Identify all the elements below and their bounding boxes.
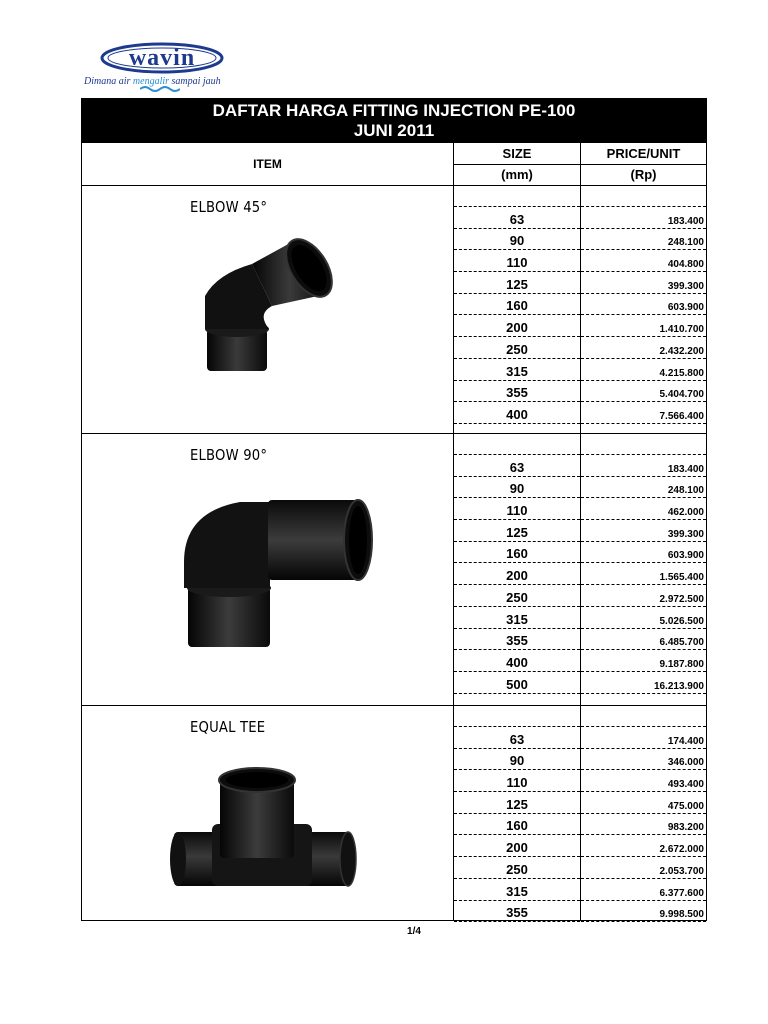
wavin-logo xyxy=(100,42,224,76)
table-row xyxy=(581,477,706,499)
size-value: 125 xyxy=(506,524,528,540)
table-row xyxy=(454,455,580,477)
table-row xyxy=(581,498,706,520)
price-value: 493.400 xyxy=(667,779,704,791)
section-title: EQUAL TEE xyxy=(190,718,266,736)
table-row xyxy=(454,727,580,749)
size-value: 63 xyxy=(509,731,525,747)
size-value: 400 xyxy=(506,406,528,422)
table-row xyxy=(581,749,706,771)
table-row xyxy=(454,585,580,607)
table-row xyxy=(454,498,580,520)
size-value: 315 xyxy=(506,883,528,899)
size-value: 63 xyxy=(509,211,525,227)
price-value: 983.200 xyxy=(667,822,704,834)
title-line-2: JUNI 2011 xyxy=(353,121,435,140)
price-value: 248.100 xyxy=(667,485,704,497)
table-row xyxy=(454,879,580,901)
blank-row xyxy=(454,434,580,455)
size-value: 110 xyxy=(506,503,528,519)
elbow-45-image xyxy=(197,234,367,374)
price-value: 6.485.700 xyxy=(659,637,704,649)
table-row xyxy=(454,857,580,879)
table-row xyxy=(581,901,706,923)
size-value: 90 xyxy=(509,233,525,249)
header-size xyxy=(453,143,580,186)
size-value: 250 xyxy=(506,341,528,357)
size-value: 125 xyxy=(506,796,528,812)
table-row xyxy=(454,229,580,251)
table-row xyxy=(581,229,706,251)
price-value: 603.900 xyxy=(667,550,704,562)
table-row xyxy=(581,250,706,272)
table-row xyxy=(581,207,706,229)
table-row xyxy=(581,455,706,477)
table-row xyxy=(581,727,706,749)
size-value: 125 xyxy=(506,276,528,292)
table-row xyxy=(454,563,580,585)
logo-brand: wavin xyxy=(128,44,196,71)
price-value: 1.565.400 xyxy=(659,572,704,584)
price-value: 2.432.200 xyxy=(659,345,704,357)
table-row xyxy=(581,542,706,564)
table-row xyxy=(581,672,706,694)
section-title: ELBOW 45° xyxy=(190,198,268,216)
price-value: 2.672.000 xyxy=(659,844,704,856)
equal-tee-image xyxy=(170,766,360,906)
section-elbow-45 xyxy=(82,186,706,434)
size-value: 355 xyxy=(506,905,528,921)
blank-row xyxy=(454,706,580,727)
table-row xyxy=(454,770,580,792)
header-price-unit: (Rp) xyxy=(630,167,657,182)
table-row xyxy=(581,879,706,901)
header-item: ITEM xyxy=(82,143,453,186)
size-value: 355 xyxy=(506,385,528,401)
size-value: 90 xyxy=(509,753,525,769)
section-elbow-90 xyxy=(82,434,706,706)
size-column xyxy=(453,434,580,705)
size-value: 90 xyxy=(509,481,525,497)
table-row xyxy=(581,563,706,585)
table-row xyxy=(581,294,706,316)
price-value: 7.566.400 xyxy=(659,410,704,422)
tagline-part-a: Dimana air xyxy=(84,76,133,87)
price-value: 475.000 xyxy=(667,800,704,812)
size-column xyxy=(453,186,580,433)
table-row xyxy=(581,835,706,857)
table-row xyxy=(581,520,706,542)
header-price-label: PRICE/UNIT xyxy=(581,143,706,165)
price-value: 399.300 xyxy=(667,280,704,292)
table-row xyxy=(454,629,580,651)
wave-icon xyxy=(140,84,180,94)
price-sheet xyxy=(81,98,707,921)
table-row xyxy=(581,607,706,629)
table-row xyxy=(454,607,580,629)
table-row xyxy=(581,315,706,337)
size-value: 63 xyxy=(509,459,525,475)
price-value: 2.972.500 xyxy=(659,593,704,605)
price-value: 462.000 xyxy=(667,507,704,519)
price-value: 5.404.700 xyxy=(659,389,704,401)
blank-row xyxy=(581,706,706,727)
blank-row xyxy=(454,186,580,207)
price-value: 603.900 xyxy=(667,302,704,314)
price-value: 404.800 xyxy=(667,259,704,271)
table-row xyxy=(454,835,580,857)
price-value: 183.400 xyxy=(667,215,704,227)
price-value: 6.377.600 xyxy=(659,887,704,899)
price-value: 346.000 xyxy=(667,757,704,769)
elbow-90-image xyxy=(180,492,380,652)
price-value: 5.026.500 xyxy=(659,615,704,627)
table-row xyxy=(454,337,580,359)
table-row xyxy=(454,402,580,424)
price-column xyxy=(580,706,706,920)
table-row xyxy=(454,792,580,814)
table-row xyxy=(581,381,706,403)
size-value: 200 xyxy=(506,320,528,336)
price-value: 4.215.800 xyxy=(659,367,704,379)
header-size-label: SIZE xyxy=(454,143,580,165)
table-row xyxy=(581,402,706,424)
size-value: 110 xyxy=(506,775,528,791)
size-value: 200 xyxy=(506,840,528,856)
title-band xyxy=(82,99,706,143)
tagline-part-b: mengalir xyxy=(132,76,170,87)
blank-row xyxy=(581,434,706,455)
size-value: 315 xyxy=(506,611,528,627)
table-row xyxy=(454,477,580,499)
size-value: 315 xyxy=(506,363,528,379)
size-value: 160 xyxy=(506,298,528,314)
price-value: 248.100 xyxy=(667,237,704,249)
price-value: 399.300 xyxy=(667,528,704,540)
section-equal-tee xyxy=(82,706,706,920)
price-value: 1.410.700 xyxy=(659,324,704,336)
section-title: ELBOW 90° xyxy=(190,446,268,464)
table-row xyxy=(454,381,580,403)
size-value: 250 xyxy=(506,861,528,877)
header-size-unit: (mm) xyxy=(501,167,533,182)
table-row xyxy=(581,359,706,381)
page-number: 1/4 xyxy=(407,926,421,937)
table-row xyxy=(581,585,706,607)
table-row xyxy=(581,857,706,879)
size-value: 500 xyxy=(506,676,528,692)
price-column xyxy=(580,186,706,433)
section-item-cell xyxy=(82,706,453,920)
table-row xyxy=(454,207,580,229)
section-item-cell xyxy=(82,186,453,433)
table-row xyxy=(454,250,580,272)
size-value: 250 xyxy=(506,589,528,605)
size-value: 355 xyxy=(506,633,528,649)
price-value: 183.400 xyxy=(667,463,704,475)
size-value: 160 xyxy=(506,546,528,562)
size-value: 400 xyxy=(506,654,528,670)
size-value: 110 xyxy=(506,255,528,271)
table-row xyxy=(581,814,706,836)
table-row xyxy=(581,792,706,814)
table-row xyxy=(454,542,580,564)
price-value: 9.998.500 xyxy=(659,909,704,921)
price-value: 9.187.800 xyxy=(659,658,704,670)
table-row xyxy=(454,749,580,771)
table-row xyxy=(454,315,580,337)
price-column xyxy=(580,434,706,705)
table-row xyxy=(581,272,706,294)
table-row xyxy=(454,272,580,294)
table-row xyxy=(454,672,580,694)
size-column xyxy=(453,706,580,920)
table-row xyxy=(581,770,706,792)
table-row xyxy=(454,650,580,672)
price-value: 2.053.700 xyxy=(659,865,704,877)
price-value: 16.213.900 xyxy=(653,680,704,692)
table-row xyxy=(454,901,580,923)
table-row xyxy=(454,520,580,542)
price-value: 174.400 xyxy=(667,735,704,747)
table-row xyxy=(454,294,580,316)
table-row xyxy=(581,650,706,672)
tagline-part-c: sampai jauh xyxy=(169,76,221,87)
blank-row xyxy=(581,186,706,207)
title-line-1: DAFTAR HARGA FITTING INJECTION PE-100 xyxy=(212,101,576,120)
table-row xyxy=(454,359,580,381)
size-value: 160 xyxy=(506,818,528,834)
table-row xyxy=(581,337,706,359)
size-value: 200 xyxy=(506,568,528,584)
table-row xyxy=(581,629,706,651)
section-item-cell xyxy=(82,434,453,705)
table-row xyxy=(454,814,580,836)
header-price xyxy=(580,143,706,186)
